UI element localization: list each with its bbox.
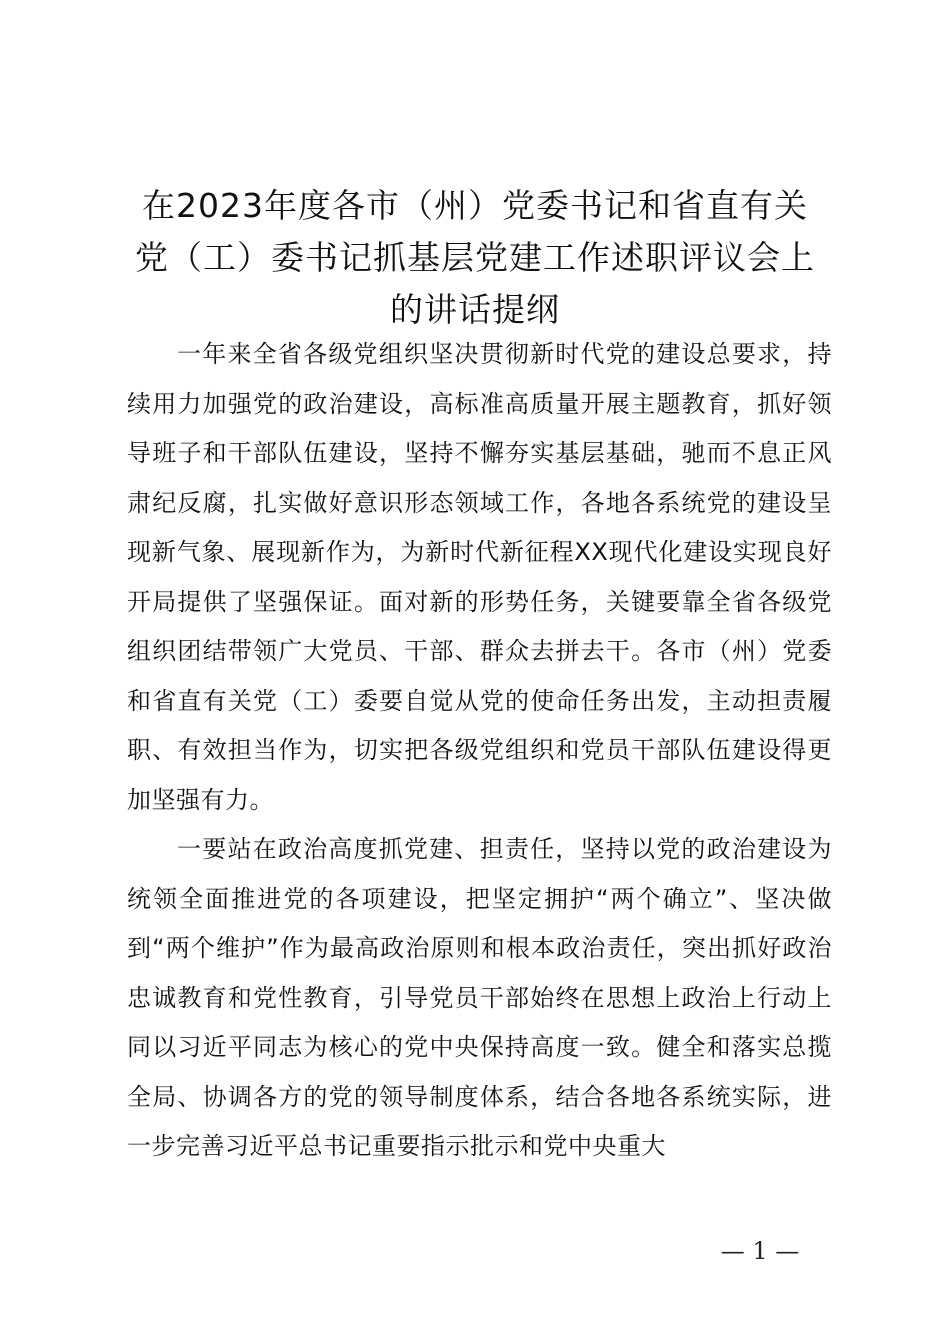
document-title — [100, 180, 850, 336]
document-body — [127, 330, 832, 1172]
title-line-3: 的讲话提纲 — [390, 290, 560, 329]
title-line-1: 在2023年度各市（州）党委书记和省直有关 — [142, 186, 808, 225]
paragraph-intro: 一年来全省各级党组织坚决贯彻新时代党的建设总要求，持续用力加强党的政治建设，高标准高质量开展主题教育，抓好领导班子和干部队伍建设，坚持不懈夯实基层基础，驰而不息正风肃纪反腐，扎实做好意识形态领域工作，各地各系统党的建设呈现新气象、展现新作为，为新时代新征程XX现代化建设实现良好开局提供了坚强保证。面对新的形势任务，关键要靠全省各级党组织团结带领广大党员、干部、群众去拼去干。各市（州）党委和省直有关党（工）委要自觉从党的使命任务出发，主动担责履职、有效担当作为，切实把各级党组织和党员干部队伍建设得更加坚强有力。 — [127, 340, 832, 814]
page-number: — 1 — — [720, 1237, 800, 1265]
title-line-2: 党（工）委书记抓基层党建工作述职评议会上 — [135, 238, 815, 277]
paragraph-point-one: 一要站在政治高度抓党建、担责任，坚持以党的政治建设为统领全面推进党的各项建设，把坚定拥护“两个确立”、坚决做到“两个维护”作为最高政治原则和根本政治责任，突出抓好政治忠诚教育和党性教育，引导党员干部始终在思想上政治上行动上同以习近平同志为核心的党中央保持高度一致。健全和落实总揽全局、协调各方的党的领导制度体系，结合各地各系统实际，进一步完善习近平总书记重要指示批示和党中央重大 — [127, 835, 832, 1160]
